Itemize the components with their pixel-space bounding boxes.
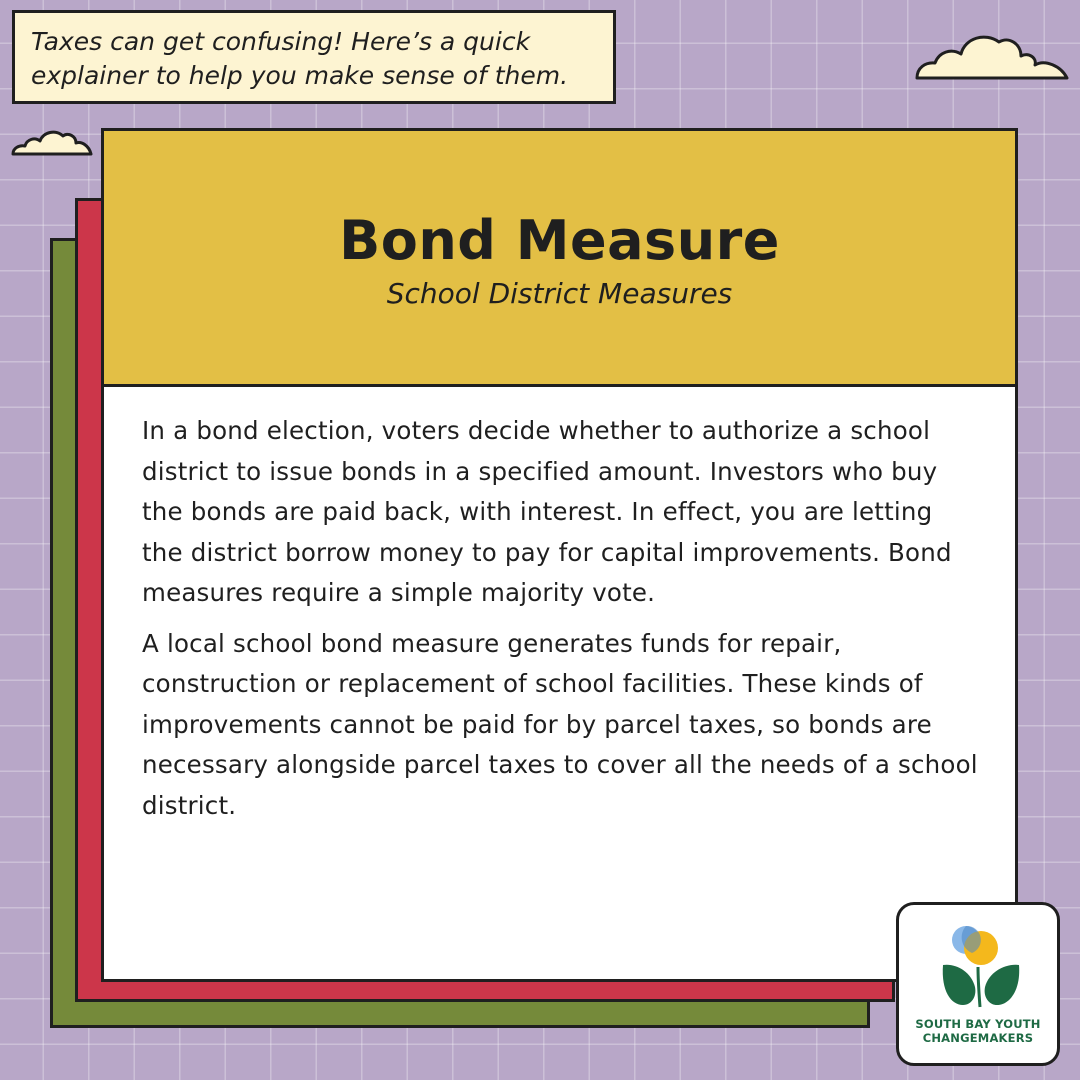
card-subtitle: School District Measures — [386, 277, 733, 310]
cloud-icon — [913, 32, 1073, 82]
org-logo — [896, 902, 1060, 1066]
logo-text-line-1: SOUTH BAY YOUTH — [915, 1017, 1041, 1031]
body-paragraph-1: In a bond election, voters decide whether to authorize a school district to issue bonds in a specified amount. Investors who buy the bonds are paid back, with interest. In effect, you are letting the district borrow money to pay for capital improvements. Bond measures require a simple majority vote. — [142, 416, 952, 607]
intro-caption — [12, 10, 616, 104]
card-title: Bond Measure — [339, 209, 780, 272]
card-header — [104, 131, 1015, 387]
small-cloud-icon — [10, 126, 94, 158]
card-body — [104, 387, 1015, 826]
sprout-logo-icon — [923, 919, 1033, 1015]
body-paragraph-2: A local school bond measure generates funds for repair, construction or replacement of school facilities. These kinds of improvements cannot be paid for by parcel taxes, so bonds are necessary alongside parcel taxes to cover all the needs of a school district. — [142, 628, 978, 820]
info-card — [101, 128, 1018, 982]
intro-line-2: explainer to help you make sense of them. — [31, 61, 569, 90]
logo-text-line-2: CHANGEMAKERS — [922, 1031, 1034, 1045]
intro-line-1: Taxes can get confusing! Here’s a quick — [31, 27, 531, 56]
